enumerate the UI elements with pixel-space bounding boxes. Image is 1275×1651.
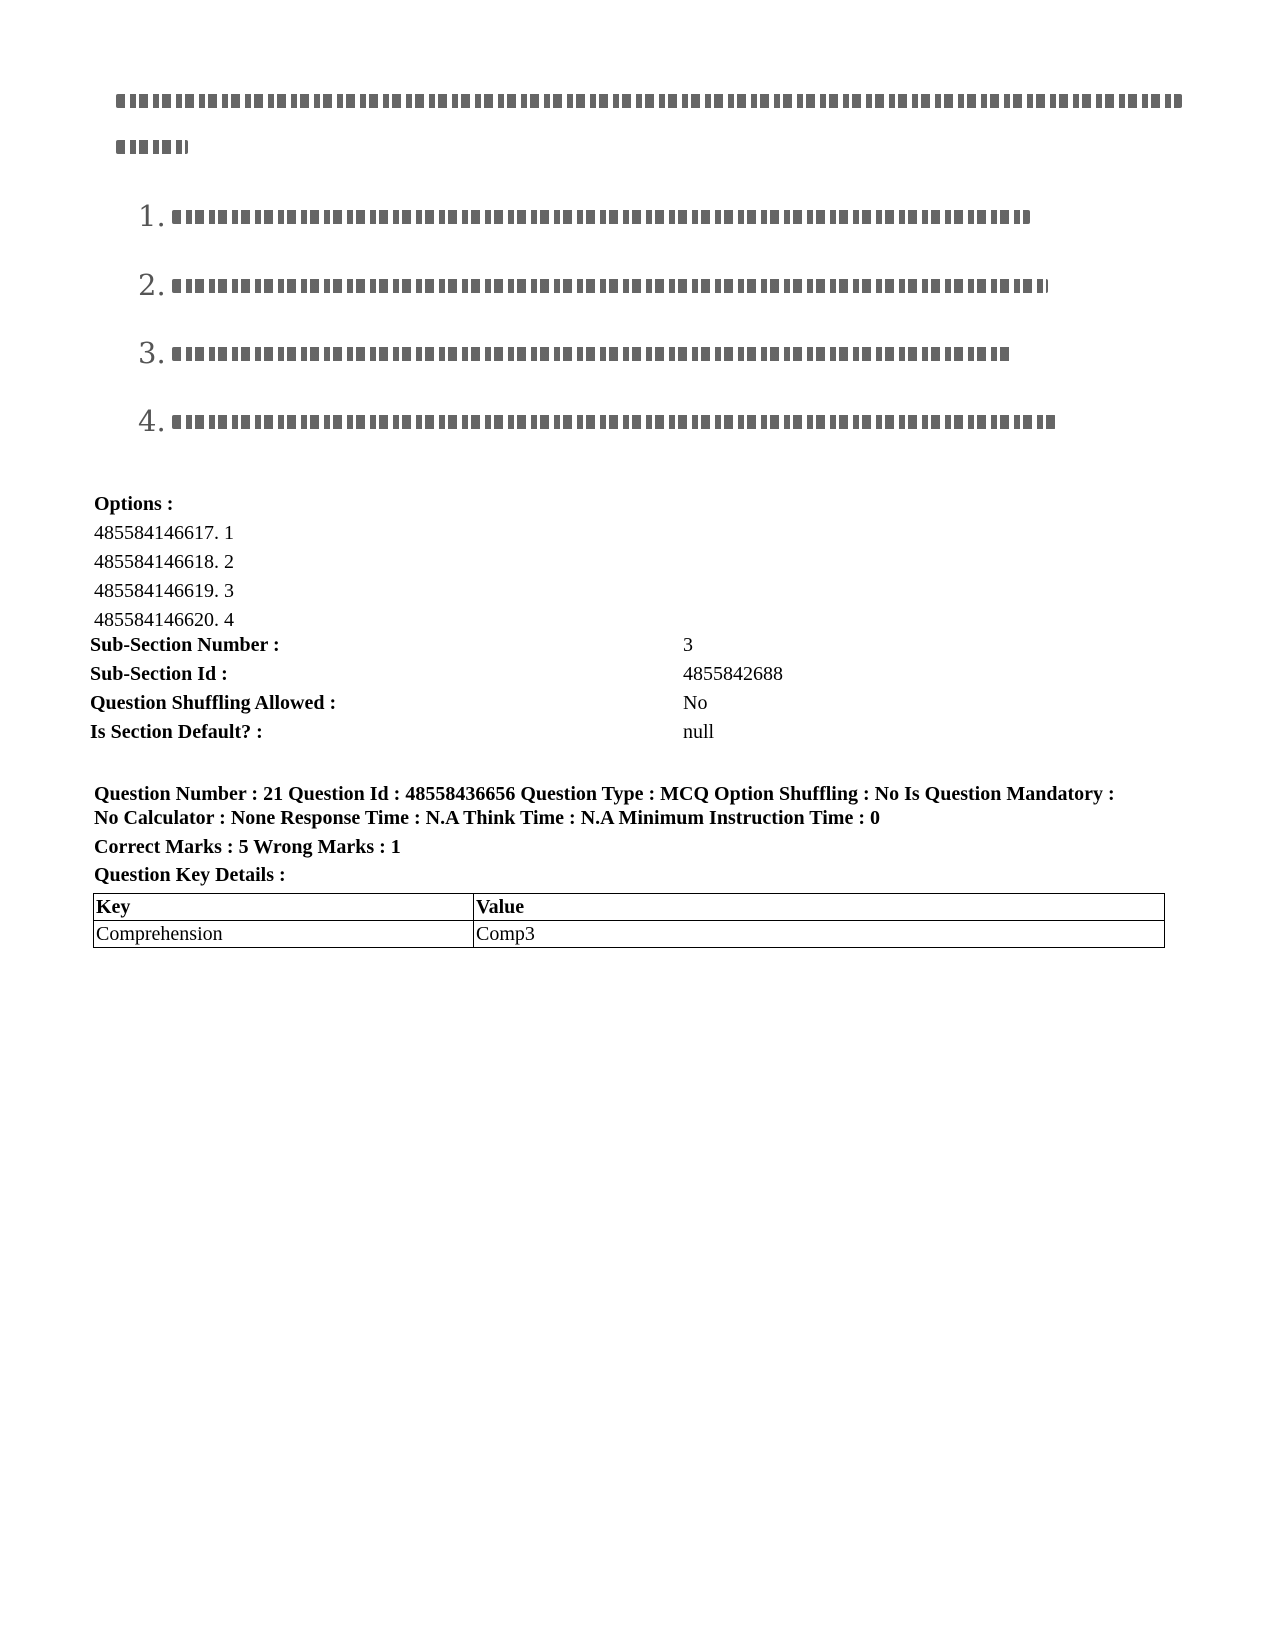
question-info: [94, 782, 1194, 830]
section-default-row: [90, 721, 1190, 747]
column-header: Key: [94, 894, 474, 921]
choice-number: 1.: [138, 199, 166, 233]
tibetan-choice-1: [138, 196, 1030, 236]
field-label: Sub-Section Id :: [90, 663, 228, 685]
table-row: [94, 921, 1165, 948]
option-item: 485584146617. 1: [94, 522, 234, 544]
table-cell: Comp3: [474, 921, 1165, 948]
table-header-row: [94, 894, 1165, 921]
field-value: No: [683, 692, 708, 714]
question-shuffling-row: [90, 692, 1190, 718]
field-label: Question Shuffling Allowed :: [90, 692, 337, 714]
tibetan-choice-3: [138, 333, 1014, 373]
field-value: null: [683, 721, 715, 743]
choice-number: 2.: [138, 268, 166, 302]
choice-number: 4.: [138, 404, 166, 438]
field-value: 4855842688: [683, 663, 783, 685]
marks-line: Correct Marks : 5 Wrong Marks : 1: [94, 836, 401, 858]
field-label: Is Section Default? :: [90, 721, 263, 743]
key-details-table: [93, 893, 1165, 948]
question-info-line: No Calculator : None Response Time : N.A Think Time : N.A Minimum Instruction Time : 0: [94, 807, 880, 829]
option-item: 485584146618. 2: [94, 551, 234, 573]
choice-number: 3.: [138, 336, 166, 370]
subsection-id-row: [90, 663, 1190, 689]
table-cell: Comprehension: [94, 921, 474, 948]
question-info-line: Question Number : 21 Question Id : 48558436656 Question Type : MCQ Option Shuffling : No Is Question Mandatory :: [94, 783, 1115, 805]
key-details-heading: Question Key Details :: [94, 864, 286, 886]
subsection-number-row: [90, 634, 1190, 660]
tibetan-choice-4: [138, 401, 1056, 441]
options-heading: Options :: [94, 493, 174, 515]
option-item: 485584146620. 4: [94, 609, 234, 631]
tibetan-question-image: [116, 80, 1186, 470]
field-label: Sub-Section Number :: [90, 634, 280, 656]
option-item: 485584146619. 3: [94, 580, 234, 602]
tibetan-choice-2: [138, 265, 1048, 305]
field-value: 3: [683, 634, 693, 656]
column-header: Value: [474, 894, 1165, 921]
